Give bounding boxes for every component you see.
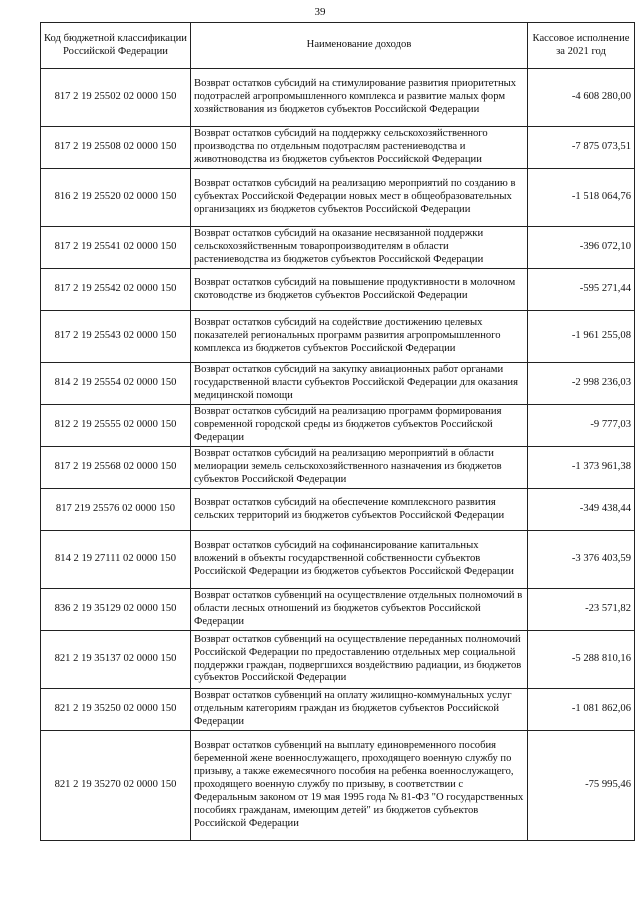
table-row	[41, 731, 635, 841]
cell-name: Возврат остатков субсидий на реализацию мероприятий в области мелиорации земель сельскохозяйственного назначения из бюджетов субъектов Российской Федерации	[191, 447, 528, 489]
cell-amount: -595 271,44	[528, 269, 635, 311]
revenue-table	[40, 22, 635, 841]
cell-code: 817 2 19 25543 02 0000 150	[41, 311, 191, 363]
cell-code: 836 2 19 35129 02 0000 150	[41, 589, 191, 631]
cell-name: Возврат остатков субвенций на осуществление переданных полномочий Российской Федерации по предоставлению отдельных мер социальной поддержки граждан, подвергшихся воздействию радиации, из бюджетов субъектов Российской Федерации	[191, 631, 528, 689]
table-row	[41, 363, 635, 405]
cell-amount: -1 081 862,06	[528, 689, 635, 731]
cell-code: 814 2 19 25554 02 0000 150	[41, 363, 191, 405]
table-row	[41, 227, 635, 269]
cell-name: Возврат остатков субсидий на обеспечение комплексного развития сельских территорий из бюджетов субъектов Российской Федерации	[191, 489, 528, 531]
table-row	[41, 531, 635, 589]
table-header-row	[41, 23, 635, 69]
cell-name: Возврат остатков субсидий на повышение продуктивности в молочном скотоводстве из бюджетов субъектов Российской Федерации	[191, 269, 528, 311]
header-code: Код бюджетной классификации Российской Федерации	[41, 23, 191, 69]
cell-code: 817 219 25576 02 0000 150	[41, 489, 191, 531]
cell-name: Возврат остатков субсидий на закупку авиационных работ органами государственной власти субъектов Российской Федерации для оказания медицинской помощи	[191, 363, 528, 405]
cell-name: Возврат остатков субвенций на оплату жилищно-коммунальных услуг отдельным категориям граждан из бюджетов субъектов Российской Федерации	[191, 689, 528, 731]
table-row	[41, 69, 635, 127]
cell-amount: -5 288 810,16	[528, 631, 635, 689]
cell-code: 814 2 19 27111 02 0000 150	[41, 531, 191, 589]
cell-amount: -1 373 961,38	[528, 447, 635, 489]
cell-code: 817 2 19 25502 02 0000 150	[41, 69, 191, 127]
table-row	[41, 589, 635, 631]
table-row	[41, 311, 635, 363]
cell-code: 817 2 19 25508 02 0000 150	[41, 127, 191, 169]
cell-code: 821 2 19 35270 02 0000 150	[41, 731, 191, 841]
table-row	[41, 127, 635, 169]
cell-amount: -23 571,82	[528, 589, 635, 631]
cell-code: 817 2 19 25541 02 0000 150	[41, 227, 191, 269]
page-number: 39	[314, 6, 326, 18]
cell-code: 821 2 19 35137 02 0000 150	[41, 631, 191, 689]
cell-amount: -3 376 403,59	[528, 531, 635, 589]
cell-amount: -396 072,10	[528, 227, 635, 269]
cell-amount: -9 777,03	[528, 405, 635, 447]
table-row	[41, 169, 635, 227]
cell-name: Возврат остатков субвенций на выплату единовременного пособия беременной жене военнослужащего, проходящего военную службу по призыву, а также ежемесячного пособия на ребенка военнослужащего, проходящего военную службу по призыву, в соответствии с Федеральным законом от 19 мая 1995 года № 81-ФЗ "О государственных пособиях гражданам, имеющим детей" из бюджетов субъектов Российской Федерации	[191, 731, 528, 841]
table-body	[41, 69, 635, 841]
cell-name: Возврат остатков субсидий на содействие достижению целевых показателей региональных программ развития агропромышленного комплекса из бюджетов субъектов Российской Федерации	[191, 311, 528, 363]
header-name: Наименование доходов	[191, 23, 528, 69]
cell-amount: -1 961 255,08	[528, 311, 635, 363]
cell-amount: -75 995,46	[528, 731, 635, 841]
cell-code: 817 2 19 25568 02 0000 150	[41, 447, 191, 489]
cell-amount: -349 438,44	[528, 489, 635, 531]
cell-name: Возврат остатков субсидий на стимулирование развития приоритетных подотраслей агропромышленного комплекса и развитие малых форм хозяйствования из бюджетов субъектов Российской Федерации	[191, 69, 528, 127]
cell-amount: -1 518 064,76	[528, 169, 635, 227]
cell-code: 816 2 19 25520 02 0000 150	[41, 169, 191, 227]
table-row	[41, 631, 635, 689]
cell-name: Возврат остатков субвенций на осуществление отдельных полномочий в области лесных отношений из бюджетов субъектов Российской Федерации	[191, 589, 528, 631]
cell-amount: -7 875 073,51	[528, 127, 635, 169]
table-row	[41, 405, 635, 447]
cell-name: Возврат остатков субсидий на оказание несвязанной поддержки сельскохозяйственным товаропроизводителям в области растениеводства из бюджетов субъектов Российской Федерации	[191, 227, 528, 269]
cell-name: Возврат остатков субсидий на софинансирование капитальных вложений в объекты государственной собственности субъектов Российской Федерации из бюджетов субъектов Российской Федерации	[191, 531, 528, 589]
table-row	[41, 447, 635, 489]
cell-amount: -2 998 236,03	[528, 363, 635, 405]
cell-code: 812 2 19 25555 02 0000 150	[41, 405, 191, 447]
table-row	[41, 689, 635, 731]
cell-name: Возврат остатков субсидий на реализацию программ формирования современной городской среды из бюджетов субъектов Российской Федерации	[191, 405, 528, 447]
table-row	[41, 269, 635, 311]
cell-amount: -4 608 280,00	[528, 69, 635, 127]
cell-code: 817 2 19 25542 02 0000 150	[41, 269, 191, 311]
table-row	[41, 489, 635, 531]
cell-code: 821 2 19 35250 02 0000 150	[41, 689, 191, 731]
header-amount: Кассовое исполнение за 2021 год	[528, 23, 635, 69]
cell-name: Возврат остатков субсидий на поддержку сельскохозяйственного производства по отдельным подотраслям растениеводства и животноводства из бюджетов субъектов Российской Федерации	[191, 127, 528, 169]
cell-name: Возврат остатков субсидий на реализацию мероприятий по созданию в субъектах Российской Федерации новых мест в общеобразовательных организациях из бюджетов субъектов Российской Федерации	[191, 169, 528, 227]
